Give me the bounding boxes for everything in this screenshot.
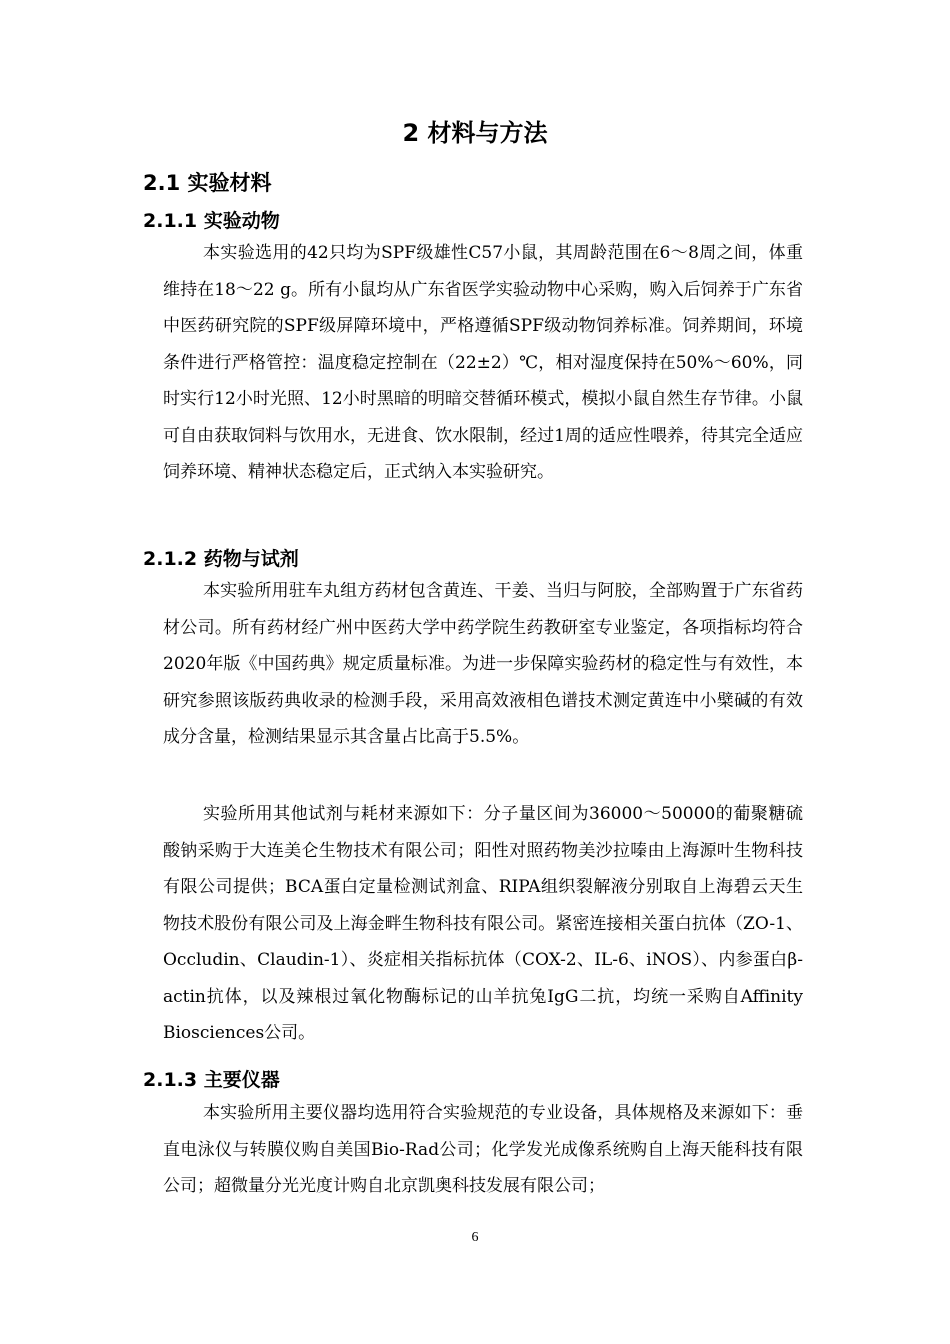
section-heading-2-1: 2.1 实验材料 (143, 171, 272, 195)
section-heading-2-1-1: 2.1.1 实验动物 (143, 210, 280, 232)
section-heading-2-1-2: 2.1.2 药物与试剂 (143, 548, 299, 570)
paragraph-instruments: 本实验所用主要仪器均选用符合实验规范的专业设备，具体规格及来源如下：垂直电泳仪与转膜仪购自美国Bio-Rad公司；化学发光成像系统购自上海天能科技有限公司；超微量分光光度计购自北京凯奥科技发展有限公司； (163, 1103, 803, 1196)
section-heading-2-1-3: 2.1.3 主要仪器 (143, 1069, 280, 1091)
paragraph-drugs: 本实验所用驻车丸组方药材包含黄连、干姜、当归与阿胶，全部购置于广东省药材公司。所有药材经广州中医药大学中药学院生药教研室专业鉴定，各项指标均符合2020年版《中国药典》规定质量标准。为进一步保障实验药材的稳定性与有效性，本研究参照该版药典收录的检测手段，采用高效液相色谱技术测定黄连中小檗碱的有效成分含量，检测结果显示其含量占比高于5.5%。 (163, 581, 803, 747)
chapter-title: 2 材料与方法 (402, 119, 548, 147)
page-number: 6 (471, 1230, 479, 1245)
paragraph-reagents: 实验所用其他试剂与耗材来源如下：分子量区间为36000～50000的葡聚糖硫酸钠采购于大连美仑生物技术有限公司；阳性对照药物美沙拉嗪由上海源叶生物科技有限公司提供；BCA蛋白定量检测试剂盒、RIPA组织裂解液分别取自上海碧云天生物技术股份有限公司及上海金畔生物科技有限公司。紧密连接相关蛋白抗体（ZO-1、Occludin、Claudin-1）、炎症相关指标抗体（COX-2、IL-6、iNOS）、内参蛋白β-actin抗体，以及辣根过氧化物酶标记的山羊抗兔IgG二抗，均统一采购自Affinity Biosciences公司。 (163, 804, 803, 1043)
paragraph-experimental-animals: 本实验选用的42只均为SPF级雄性C57小鼠，其周龄范围在6～8周之间，体重维持在18～22 g。所有小鼠均从广东省医学实验动物中心采购，购入后饲养于广东省中医药研究院的SPF级屏障环境中，严格遵循SPF级动物饲养标准。饲养期间，环境条件进行严格管控：温度稳定控制在（22±2）℃，相对湿度保持在50%～60%，同时实行12小时光照、12小时黑暗的明暗交替循环模式，模拟小鼠自然生存节律。小鼠可自由获取饲料与饮用水，无进食、饮水限制，经过1周的适应性喂养，待其完全适应饲养环境、精神状态稳定后，正式纳入本实验研究。 (163, 243, 803, 482)
